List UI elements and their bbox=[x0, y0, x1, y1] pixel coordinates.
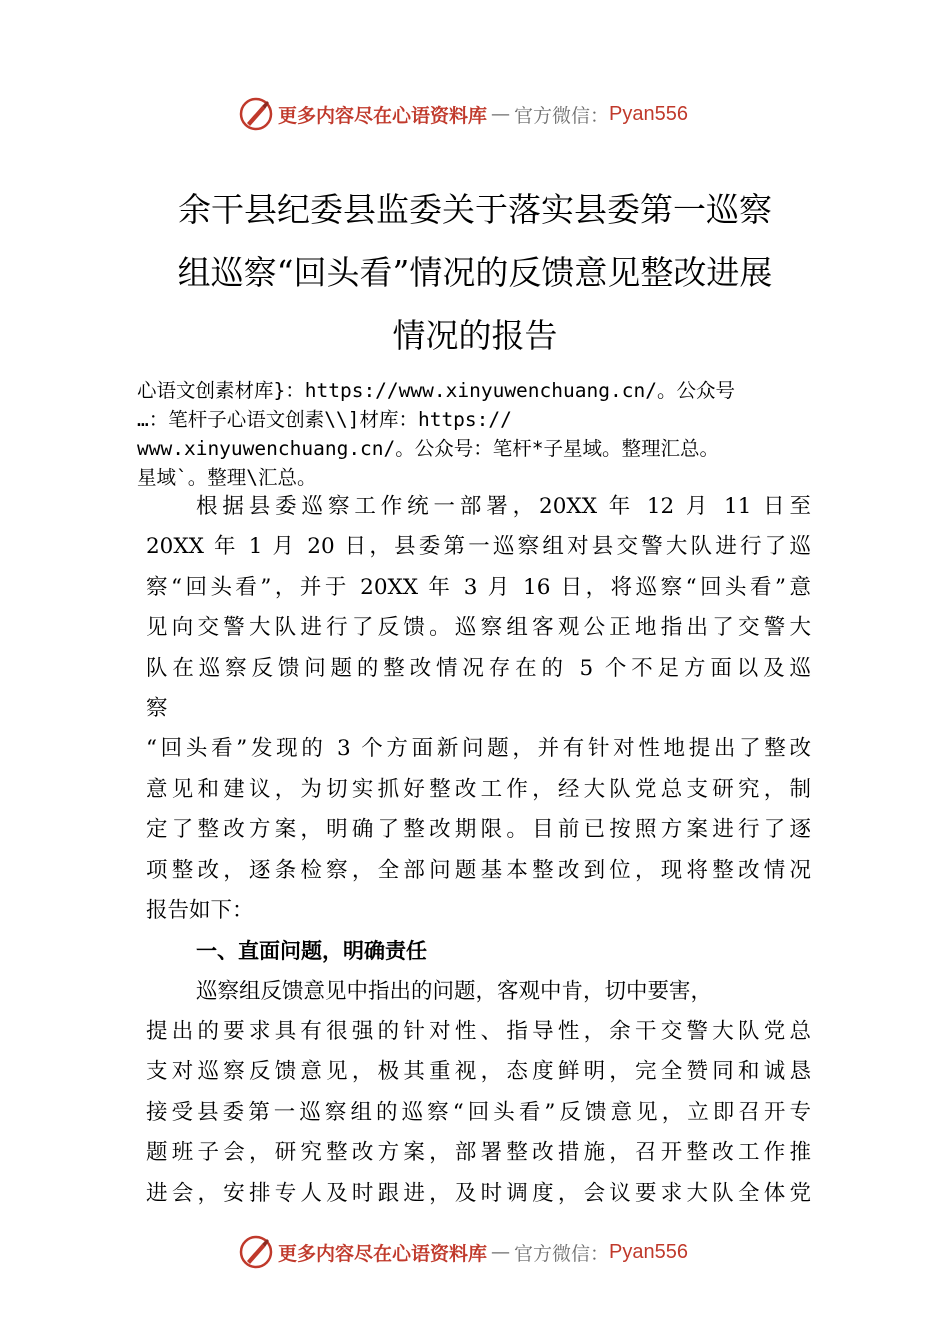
paragraph-line: 项整改，逐条检察，全部问题基本整改到位，现将整改情况 bbox=[146, 857, 811, 883]
banner-wechat-label: 官方微信： bbox=[514, 104, 610, 127]
paragraph-line: 进会，安排专人及时跟进，及时调度，会议要求大队全体党 bbox=[146, 1180, 811, 1206]
banner-promo-text: 更多内容尽在心语资料库 bbox=[278, 1242, 488, 1265]
banner-dash: — bbox=[491, 103, 511, 125]
pen-in-circle-logo-icon bbox=[238, 96, 274, 132]
paragraph-line: 察“回头看”，并于 20XX 年 3 月 16 日，将巡察“回头看”意 bbox=[146, 574, 811, 600]
title-line: 余干县纪委县监委关于落实县委第一巡察 bbox=[178, 190, 772, 229]
pen-in-circle-logo-icon bbox=[238, 1234, 274, 1270]
paragraph-line: 接受县委第一巡察组的巡察“回头看”反馈意见，立即召开专 bbox=[146, 1099, 811, 1125]
watermark-text bbox=[137, 376, 847, 492]
paragraph-line: 20XX 年 1 月 20 日，县委第一巡察组对县交警大队进行了巡 bbox=[146, 534, 811, 560]
footer-banner bbox=[238, 1232, 688, 1272]
paragraph-line: 见向交警大队进行了反馈。巡察组客观公正地指出了交警大 bbox=[146, 615, 811, 641]
paragraph-line: “回头看”发现的 3 个方面新问题，并有针对性地提出了整改 bbox=[146, 736, 811, 762]
paragraph-line: 支对巡察反馈意见，极其重视，态度鲜明，完全赞同和诚恳 bbox=[146, 1059, 811, 1085]
paragraph-line: 报告如下： bbox=[146, 897, 254, 923]
banner-promo-text: 更多内容尽在心语资料库 bbox=[278, 104, 488, 127]
paragraph-line: 察 bbox=[146, 695, 168, 721]
document-body bbox=[146, 487, 811, 1214]
banner-wechat-id: Pyan556 bbox=[609, 1240, 688, 1263]
watermark-line: 星域`。整理\汇总。 bbox=[137, 466, 317, 489]
title-line: 情况的报告 bbox=[392, 316, 558, 355]
section-heading: 一、直面问题，明确责任 bbox=[196, 939, 427, 964]
title-line: 组巡察“回头看”情况的反馈意见整改进展 bbox=[177, 253, 773, 292]
watermark-line: 心语文创素材库}：https://www.xinyuwenchuang.cn/。公众号 bbox=[137, 379, 735, 402]
paragraph-line: 意见和建议，为切实抓好整改工作，经大队党总支研究，制 bbox=[146, 776, 811, 802]
paragraph-line: 队在巡察反馈问题的整改情况存在的 5 个不足方面以及巡 bbox=[146, 655, 811, 681]
paragraph-line: 题班子会，研究整改方案，部署整改措施，召开整改工作推 bbox=[146, 1140, 811, 1166]
watermark-line: www.xinyuwenchuang.cn/。公众号：笔杆*子星域。整理汇总。 bbox=[137, 437, 720, 460]
document-title bbox=[140, 178, 810, 367]
paragraph-line: 根据县委巡察工作统一部署，20XX 年 12 月 11 日至 bbox=[196, 494, 811, 519]
header-banner bbox=[238, 94, 688, 134]
banner-dash: — bbox=[491, 1241, 511, 1263]
paragraph-line: 提出的要求具有很强的针对性、指导性，余干交警大队党总 bbox=[146, 1019, 811, 1045]
banner-wechat-id: Pyan556 bbox=[609, 102, 688, 125]
paragraph-line: 巡察组反馈意见中指出的问题，客观中肯，切中要害， bbox=[196, 978, 713, 1004]
paragraph-line: 定了整改方案，明确了整改期限。目前已按照方案进行了逐 bbox=[146, 817, 811, 843]
banner-wechat-label: 官方微信： bbox=[514, 1242, 610, 1265]
watermark-line: …：笔杆子心语文创素\\]材库：https:// bbox=[137, 408, 512, 431]
